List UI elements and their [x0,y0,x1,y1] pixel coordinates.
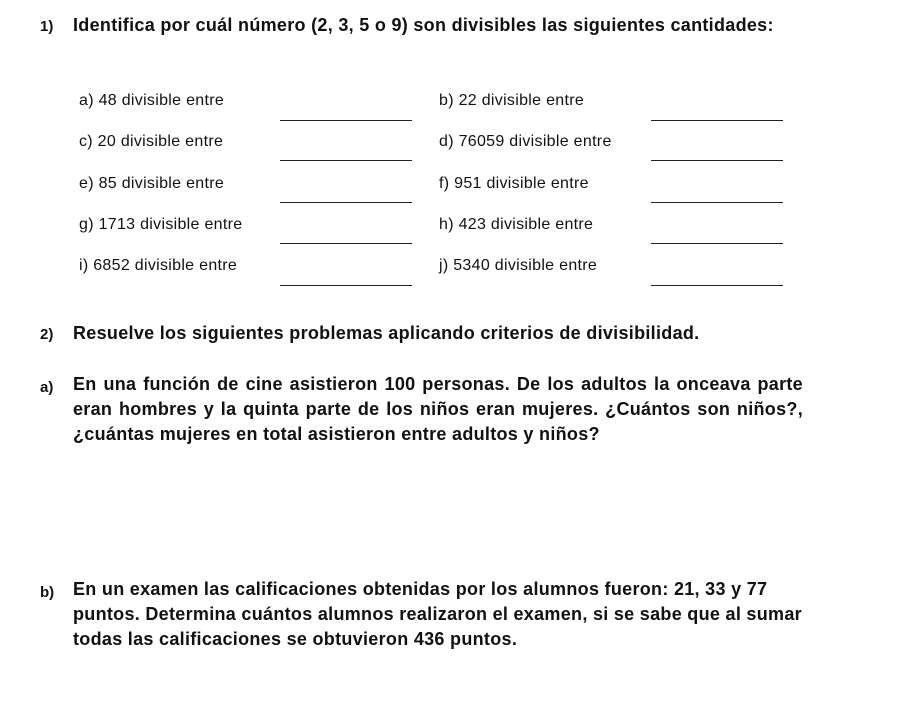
item-h-answer-blank[interactable] [651,243,783,244]
item-i-answer-blank[interactable] [280,285,412,286]
item-b-label: b) 22 divisible entre [439,92,585,109]
corner-arc-decoration [0,0,40,20]
question-1-number: 1) [40,18,54,35]
problem-b-letter: b) [40,584,55,601]
item-c-label: c) 20 divisible entre [79,133,224,150]
problem-b-text: En un examen las calificaciones obtenidas por los alumnos fueron: 21, 33 y 77 puntos. Determina cuántos alumnos realizaron el examen, si se sabe que al sumar todas las calificaciones se obtuvieron 436 puntos. [73,579,802,649]
item-d-label: d) 76059 divisible entre [439,133,612,150]
item-h-label: h) 423 divisible entre [439,216,594,233]
item-g-label: g) 1713 divisible entre [79,216,243,233]
item-f-label: f) 951 divisible entre [439,175,589,192]
item-j-answer-blank[interactable] [651,285,783,286]
item-g-answer-blank[interactable] [280,243,412,244]
item-f-answer-blank[interactable] [651,202,783,203]
question-1-prompt: Identifica por cuál número (2, 3, 5 o 9) son divisibles las siguientes cantidades: [73,15,774,35]
item-b-answer-blank[interactable] [651,120,783,121]
item-a-answer-blank[interactable] [280,120,412,121]
problem-a-text: En una función de cine asistieron 100 personas. De los adultos la onceava parte eran hombres y la quinta parte de los niños eran mujeres. ¿Cuántos son niños?, ¿cuántas mujeres en total asistieron entre adultos y niños? [73,374,803,444]
question-2-prompt: Resuelve los siguientes problemas aplicando criterios de divisibilidad. [73,323,700,343]
item-e-label: e) 85 divisible entre [79,175,225,192]
item-e-answer-blank[interactable] [280,202,412,203]
item-j-label: j) 5340 divisible entre [439,257,598,274]
question-2-number: 2) [40,326,54,343]
item-a-label: a) 48 divisible entre [79,92,225,109]
item-d-answer-blank[interactable] [651,160,783,161]
problem-a-letter: a) [40,379,54,396]
item-i-label: i) 6852 divisible entre [79,257,238,274]
item-c-answer-blank[interactable] [280,160,412,161]
